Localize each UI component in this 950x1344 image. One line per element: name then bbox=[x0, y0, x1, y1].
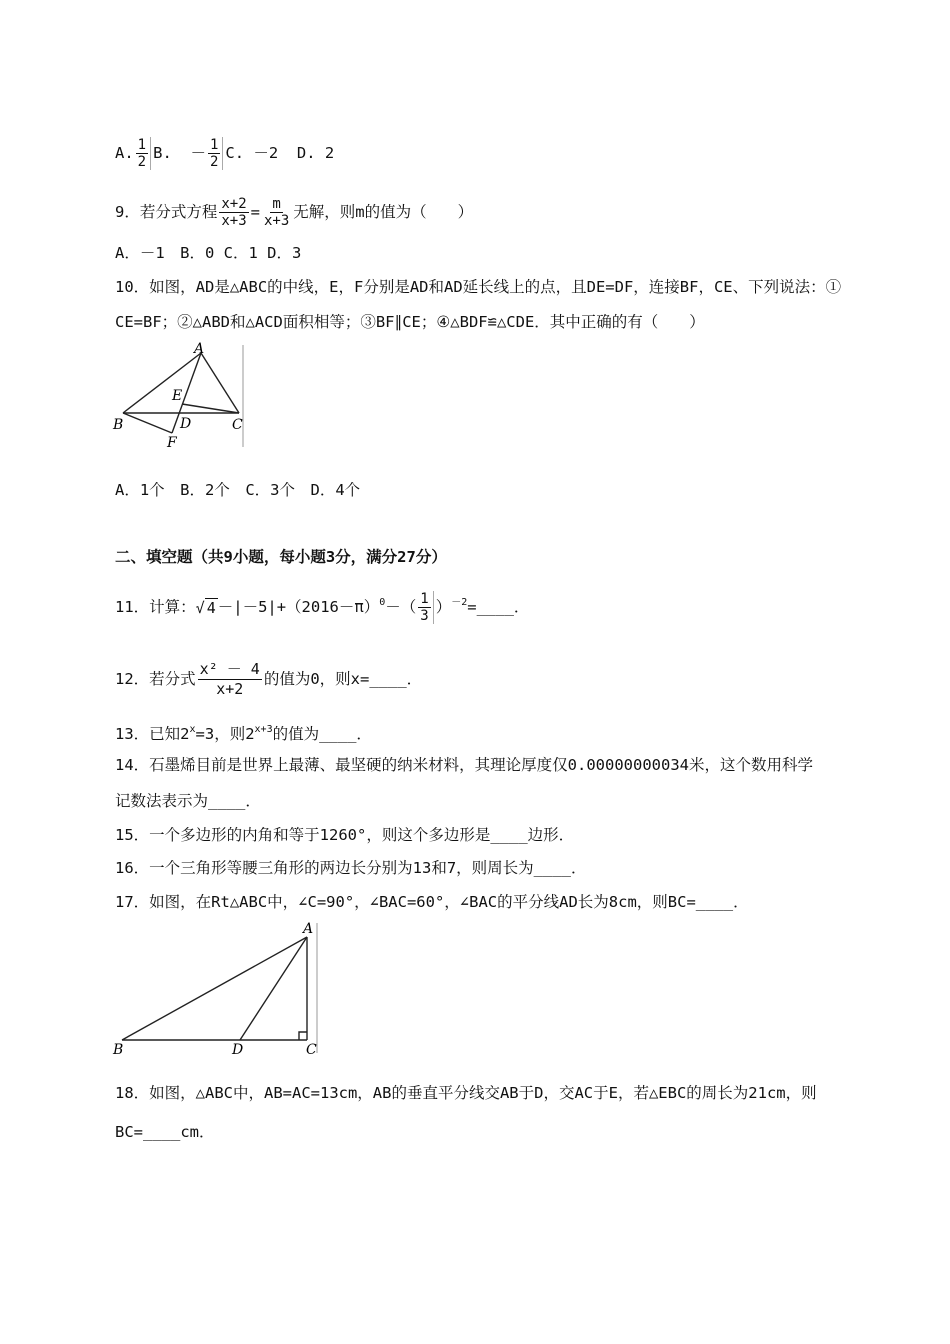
q18-line1: 18．如图，△ABC中，AB=AC=13cm，AB的垂直平分线交AB于D，交AC于E，若△EBC的周长为21cm，则 bbox=[115, 1084, 817, 1102]
q8-option-b-fraction: $\frac{1}{2}$ bbox=[208, 137, 223, 170]
q11-question: 11．计算：√ $4 -|-5|+(2016-\pi)^0-$（ $\frac{1}{3}$ ）$^{-2}$=____． bbox=[115, 591, 530, 624]
q10-label-f: F bbox=[167, 435, 177, 451]
q10-options: A．1个 B．2个 C．3个 D．4个 bbox=[115, 481, 361, 499]
q14-line1: 14．石墨烯目前是世界上最薄、最坚硬的纳米材料，其理论厚度仅0.00000000034米，这个数用科学 bbox=[115, 756, 813, 774]
q10-line2: CE=BF；②△ABD和△ACD面积相等；③BF∥CE；④△BDF≌△CDE．其中正确的有（ ） bbox=[115, 313, 705, 331]
q17-label-c: C bbox=[306, 1042, 317, 1058]
q17-figure bbox=[110, 918, 325, 1058]
q9-lhs-fraction: $\frac{x+2}{x+3}$ bbox=[221, 196, 247, 229]
q17-label-d: D bbox=[232, 1042, 244, 1058]
q12-fraction: $\frac{\text{x² － 4}}{x+2}$ bbox=[199, 660, 260, 698]
q10-label-a: A bbox=[194, 341, 205, 357]
q11-sqrt: √ 4 bbox=[195, 598, 216, 617]
q10-figure bbox=[110, 340, 250, 452]
q10-label-e: E bbox=[172, 388, 183, 404]
q18-line2: BC=____cm． bbox=[115, 1123, 215, 1141]
q8-option-a-fraction: $\frac{1}{2}$ bbox=[136, 137, 151, 170]
q17-question: 17．如图，在Rt△ABC中，∠C=90°，∠BAC=60°，∠BAC的平分线AD长为8cm，则BC=____． bbox=[115, 893, 749, 911]
q10-line1: 10．如图，AD是△ABC的中线，E，F分别是AD和AD延长线上的点，且DE=DF，连接BF，CE、下列说法：① bbox=[115, 278, 842, 296]
q13-question: 13．已知$2^x=3$，则$2^{x+3}$的值为____． bbox=[115, 724, 372, 743]
q10-label-d: D bbox=[180, 416, 192, 432]
q17-label-b: B bbox=[113, 1042, 124, 1058]
q10-label-c: C bbox=[232, 417, 243, 433]
q8-options: A. $\frac{1}{2}$ B. － $\frac{1}{2}$ C. －2 D. 2 bbox=[115, 137, 335, 170]
q16-question: 16．一个三角形等腰三角形的两边长分别为13和7，则周长为____． bbox=[115, 859, 587, 877]
q14-line2: 记数法表示为____． bbox=[115, 792, 261, 810]
section-heading: 二、填空题（共9小题，每小题3分，满分27分） bbox=[115, 548, 447, 566]
q17-label-a: A bbox=[303, 921, 314, 937]
q10-label-b: B bbox=[113, 417, 124, 433]
q9-rhs-fraction: $\frac{m}{x+3}$ bbox=[263, 196, 290, 229]
q11-fraction: $\frac{1}{3}$ bbox=[418, 591, 433, 624]
q9-question: 9．若分式方程 $\frac{x+2}{x+3}$ = $\frac{m}{x+3}$ 无解，则m的值为（ ） bbox=[115, 196, 474, 229]
q15-question: 15．一个多边形的内角和等于1260°，则这个多边形是____边形． bbox=[115, 826, 575, 844]
q9-options: A．－1 B．0 C．1 D．3 bbox=[115, 244, 302, 262]
q12-question: 12．若分式 $\frac{\text{x² － 4}}{x+2}$ 的值为0，则x=____． bbox=[115, 660, 423, 698]
